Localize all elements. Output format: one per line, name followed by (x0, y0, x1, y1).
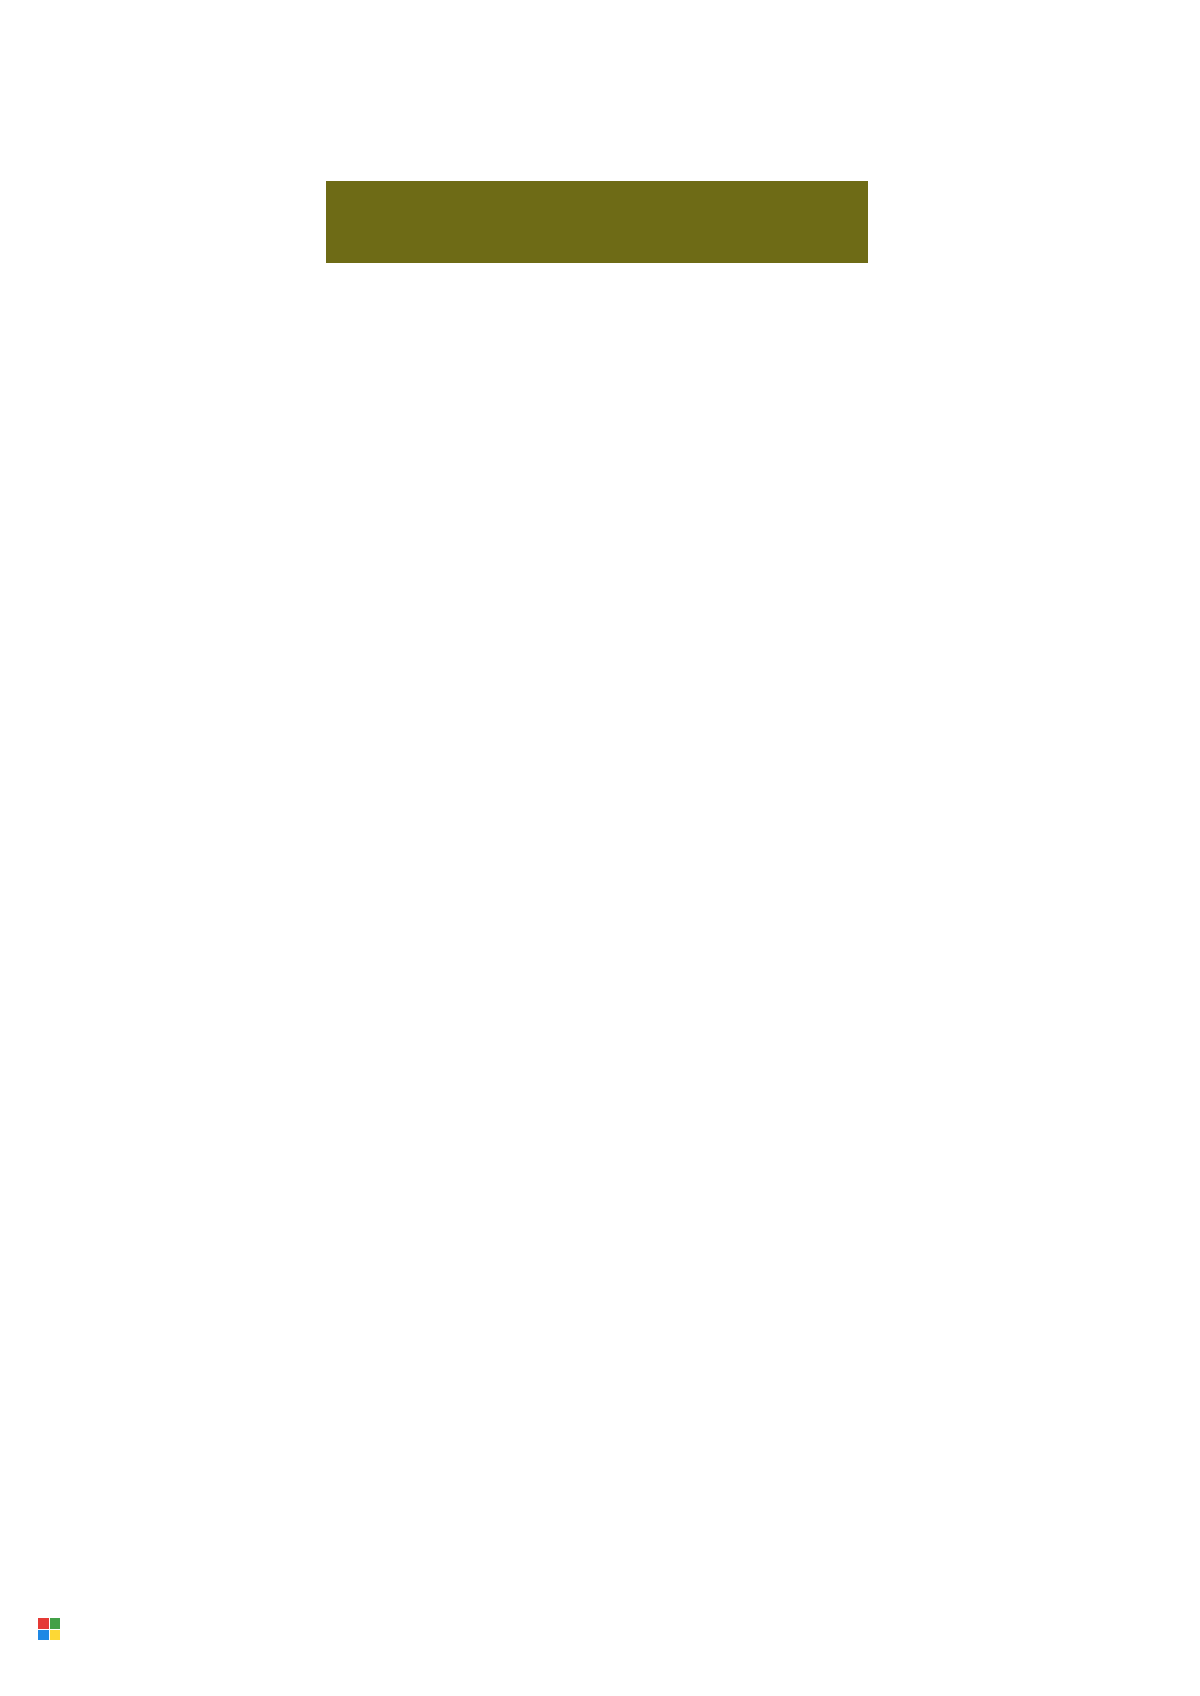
liveworksheets-logo[interactable] (38, 1618, 64, 1640)
liveworksheets-logo-icon (38, 1618, 60, 1640)
page-title (326, 181, 868, 263)
